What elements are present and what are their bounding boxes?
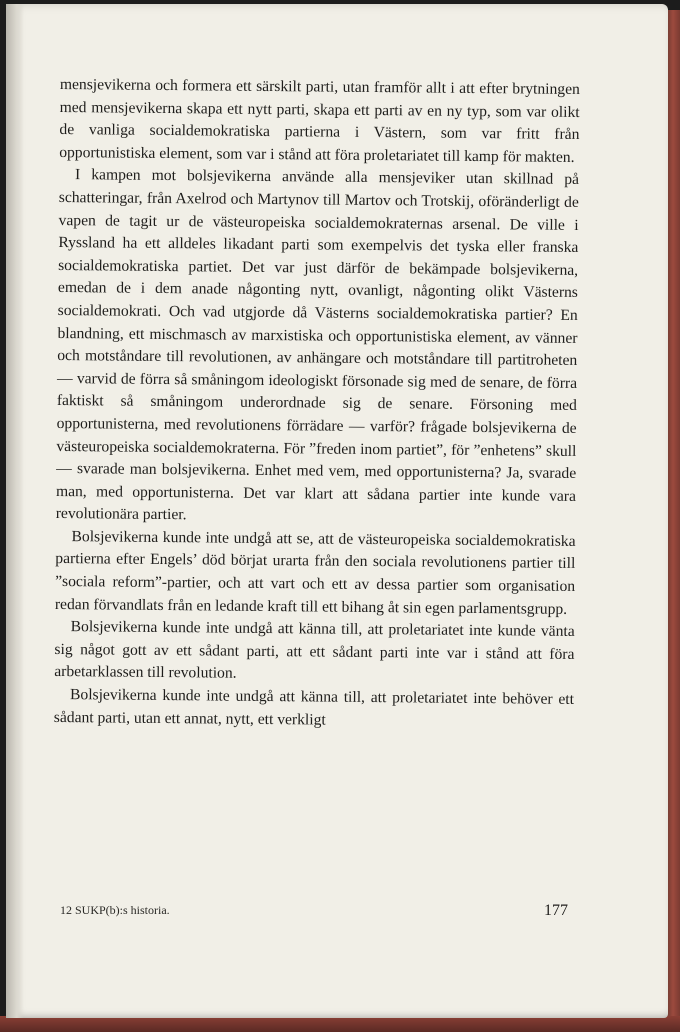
page-number: 177: [544, 902, 568, 919]
paragraph-5: Bolsjevikerna kunde inte undgå att känna till, att proletariatet inte behöver ett sådant parti, utan ett annat, nytt, ett verkligt: [53, 686, 575, 729]
paragraph-4: Bolsjevikerna kunde inte undgå att känna till, att proletariatet inte kunde vänta sig något gott av ett sådant parti, att ett sådant parti inte var i stånd att föra arbetarklassen till revolution.: [54, 618, 575, 683]
paragraph-1: mensjevikerna och formera ett särskilt parti, utan framför allt i att efter brytningen med mensjevikerna skapa ett nytt parti, skapa ett parti av en ny typ, som var olikt de vanliga socialdemokratiska partierna i Västern, som var fritt från opportunistiska element, som var i stånd att föra proletariatet till kamp för makten.: [59, 75, 580, 166]
book-page: [6, 4, 668, 1018]
paragraph-3: Bolsjevikerna kunde inte undgå att se, att de västeuropeiska socialdemokratiska partierna efter Engels’ död börjat urarta från den sociala revolutionens partier till ”sociala reform”-partier, och att vart och ett av dessa partier som organisation redan förvandlats från en ledande kraft till ett bihang åt sin egen parlamentsgrupp.: [54, 528, 576, 618]
book-cover-bottom: [0, 1016, 680, 1032]
page-body-text: [54, 74, 580, 734]
page-gutter-shadow: [6, 4, 24, 1018]
footer-signature-note: 12 SUKP(b):s historia.: [60, 903, 170, 917]
book-cover-edge: [666, 10, 680, 1032]
paragraph-2: I kampen mot bolsjevikerna använde alla mensjeviker utan skillnad på schatteringar, från Axelrod och Martynov till Martov och Trotskij, oföränderligt de vapen de tagit ur de västeuropeiska socialdemokraternas arsenal. De ville i Ryssland ha ett alldeles likadant parti som exempelvis det tyska eller franska socialdemokratiska partiet. Det var just därför de bekämpade bolsjevikerna, emedan de i dem anade någonting nytt, ovanligt, någonting olikt Västerns socialdemokrati. Och vad utgjorde då Västerns socialdemokratiska partier? En blandning, ett mischmasch av marxistiska och opportunistiska element, av vänner och motståndare till revolutionen, av anhängare och motståndare till partitroheten — varvid de förra så småningom ideologiskt försonade sig med de senare, de förra faktiskt så småningom underordnade sig de senare. Försoning med opportunisterna, med revolutionens förrädare — varför? frågade bolsjevikerna de västeuropeiska socialdemokraterna. För ”freden inom partiet”, för ”enhetens” skull — svarade man bolsjevikerna. Enhet med vem, med opportunisterna? Ja, svarade man, med opportunisterna. Det var klart att sådana partier inte kunde vara revolutionära partier.: [55, 166, 580, 524]
